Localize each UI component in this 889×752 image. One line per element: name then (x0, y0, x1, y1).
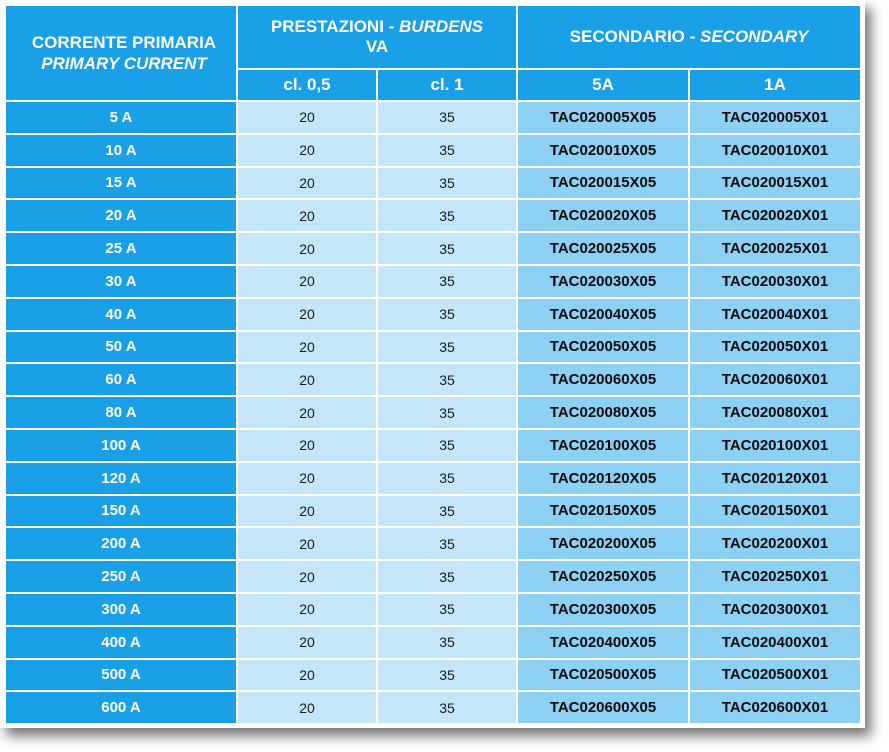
burden-cl1-cell: 35 (378, 692, 516, 723)
code-5a-cell: TAC020250X05 (518, 561, 688, 592)
primary-current-cell: 50 A (6, 332, 236, 363)
table-row (6, 332, 860, 363)
code-1a-cell: TAC020300X01 (690, 594, 860, 625)
code-5a-cell: TAC020060X05 (518, 364, 688, 395)
table-row (6, 135, 860, 166)
burden-cl05-cell: 20 (238, 364, 376, 395)
table-row (6, 561, 860, 592)
column-header-cl05: cl. 0,5 (238, 70, 376, 100)
burden-cl05-cell: 20 (238, 200, 376, 231)
burden-cl05-cell: 20 (238, 168, 376, 199)
burden-cl1-cell: 35 (378, 233, 516, 264)
burden-cl05-cell: 20 (238, 332, 376, 363)
secondary-header-prefix: SECONDARIO - (569, 27, 700, 46)
table-row (6, 233, 860, 264)
burden-cl05-cell: 20 (238, 266, 376, 297)
primary-current-cell: 200 A (6, 528, 236, 559)
table-row (6, 627, 860, 658)
table-row (6, 168, 860, 199)
table-row (6, 266, 860, 297)
code-1a-cell: TAC020050X01 (690, 332, 860, 363)
code-5a-cell: TAC020020X05 (518, 200, 688, 231)
burden-cl1-cell: 35 (378, 561, 516, 592)
burden-cl05-cell: 20 (238, 528, 376, 559)
code-5a-cell: TAC020050X05 (518, 332, 688, 363)
code-1a-cell: TAC020005X01 (690, 102, 860, 133)
burden-cl1-cell: 35 (378, 102, 516, 133)
burden-cl05-cell: 20 (238, 135, 376, 166)
primary-current-cell: 10 A (6, 135, 236, 166)
code-1a-cell: TAC020200X01 (690, 528, 860, 559)
primary-current-cell: 250 A (6, 561, 236, 592)
primary-current-cell: 80 A (6, 397, 236, 428)
table-row (6, 200, 860, 231)
table-row (6, 528, 860, 559)
primary-current-cell: 500 A (6, 660, 236, 691)
burden-cl05-cell: 20 (238, 102, 376, 133)
burdens-header-italic: BURDENS (399, 17, 484, 36)
burden-cl1-cell: 35 (378, 660, 516, 691)
primary-current-cell: 150 A (6, 496, 236, 527)
code-5a-cell: TAC020120X05 (518, 463, 688, 494)
code-5a-cell: TAC020010X05 (518, 135, 688, 166)
code-5a-cell: TAC020100X05 (518, 430, 688, 461)
primary-current-cell: 300 A (6, 594, 236, 625)
code-5a-cell: TAC020015X05 (518, 168, 688, 199)
table-row (6, 594, 860, 625)
code-1a-cell: TAC020040X01 (690, 299, 860, 330)
column-header-5a: 5A (518, 70, 688, 100)
burden-cl1-cell: 35 (378, 364, 516, 395)
burden-cl1-cell: 35 (378, 168, 516, 199)
table-row (6, 692, 860, 723)
burdens-header (238, 6, 516, 68)
code-5a-cell: TAC020300X05 (518, 594, 688, 625)
primary-current-cell: 5 A (6, 102, 236, 133)
table-row (6, 463, 860, 494)
burden-cl05-cell: 20 (238, 397, 376, 428)
table-row (6, 102, 860, 133)
code-1a-cell: TAC020010X01 (690, 135, 860, 166)
burden-cl05-cell: 20 (238, 496, 376, 527)
code-5a-cell: TAC020080X05 (518, 397, 688, 428)
code-5a-cell: TAC020200X05 (518, 528, 688, 559)
code-1a-cell: TAC020025X01 (690, 233, 860, 264)
code-1a-cell: TAC020020X01 (690, 200, 860, 231)
column-header-cl1: cl. 1 (378, 70, 516, 100)
code-1a-cell: TAC020150X01 (690, 496, 860, 527)
burden-cl1-cell: 35 (378, 528, 516, 559)
burden-cl05-cell: 20 (238, 561, 376, 592)
code-1a-cell: TAC020080X01 (690, 397, 860, 428)
primary-current-cell: 20 A (6, 200, 236, 231)
code-5a-cell: TAC020040X05 (518, 299, 688, 330)
burden-cl05-cell: 20 (238, 299, 376, 330)
code-1a-cell: TAC020100X01 (690, 430, 860, 461)
secondary-header (518, 6, 860, 68)
primary-current-cell: 25 A (6, 233, 236, 264)
table-row (6, 364, 860, 395)
primary-current-cell: 120 A (6, 463, 236, 494)
burden-cl1-cell: 35 (378, 496, 516, 527)
code-1a-cell: TAC020060X01 (690, 364, 860, 395)
code-1a-cell: TAC020400X01 (690, 627, 860, 658)
burden-cl05-cell: 20 (238, 660, 376, 691)
burden-cl1-cell: 35 (378, 299, 516, 330)
current-transformer-table (4, 4, 862, 725)
burden-cl1-cell: 35 (378, 463, 516, 494)
secondary-header-italic: SECONDARY (700, 27, 809, 46)
primary-current-cell: 100 A (6, 430, 236, 461)
table-row (6, 299, 860, 330)
code-1a-cell: TAC020500X01 (690, 660, 860, 691)
primary-current-cell: 40 A (6, 299, 236, 330)
burden-cl1-cell: 35 (378, 135, 516, 166)
table-row (6, 496, 860, 527)
primary-current-cell: 600 A (6, 692, 236, 723)
burden-cl1-cell: 35 (378, 266, 516, 297)
code-5a-cell: TAC020500X05 (518, 660, 688, 691)
primary-current-cell: 60 A (6, 364, 236, 395)
primary-current-cell: 30 A (6, 266, 236, 297)
code-5a-cell: TAC020030X05 (518, 266, 688, 297)
code-5a-cell: TAC020600X05 (518, 692, 688, 723)
code-1a-cell: TAC020600X01 (690, 692, 860, 723)
burden-cl05-cell: 20 (238, 594, 376, 625)
primary-current-cell: 400 A (6, 627, 236, 658)
table-row (6, 430, 860, 461)
code-1a-cell: TAC020030X01 (690, 266, 860, 297)
code-5a-cell: TAC020400X05 (518, 627, 688, 658)
burden-cl1-cell: 35 (378, 594, 516, 625)
burden-cl1-cell: 35 (378, 200, 516, 231)
table-row (6, 397, 860, 428)
burdens-header-prefix: PRESTAZIONI - (270, 17, 400, 36)
burdens-header-unit: VA (365, 37, 389, 56)
burden-cl1-cell: 35 (378, 430, 516, 461)
burden-cl05-cell: 20 (238, 692, 376, 723)
primary-current-header-it: CORRENTE PRIMARIA (31, 33, 217, 52)
burden-cl05-cell: 20 (238, 430, 376, 461)
code-1a-cell: TAC020015X01 (690, 168, 860, 199)
code-1a-cell: TAC020250X01 (690, 561, 860, 592)
burden-cl1-cell: 35 (378, 627, 516, 658)
burden-cl05-cell: 20 (238, 627, 376, 658)
burden-cl05-cell: 20 (238, 463, 376, 494)
code-5a-cell: TAC020005X05 (518, 102, 688, 133)
primary-current-header (6, 6, 236, 100)
primary-current-header-en: PRIMARY CURRENT (41, 54, 207, 73)
primary-current-cell: 15 A (6, 168, 236, 199)
code-5a-cell: TAC020150X05 (518, 496, 688, 527)
burden-cl05-cell: 20 (238, 233, 376, 264)
burden-cl1-cell: 35 (378, 332, 516, 363)
code-5a-cell: TAC020025X05 (518, 233, 688, 264)
code-1a-cell: TAC020120X01 (690, 463, 860, 494)
table-row (6, 660, 860, 691)
burden-cl1-cell: 35 (378, 397, 516, 428)
column-header-1a: 1A (690, 70, 860, 100)
